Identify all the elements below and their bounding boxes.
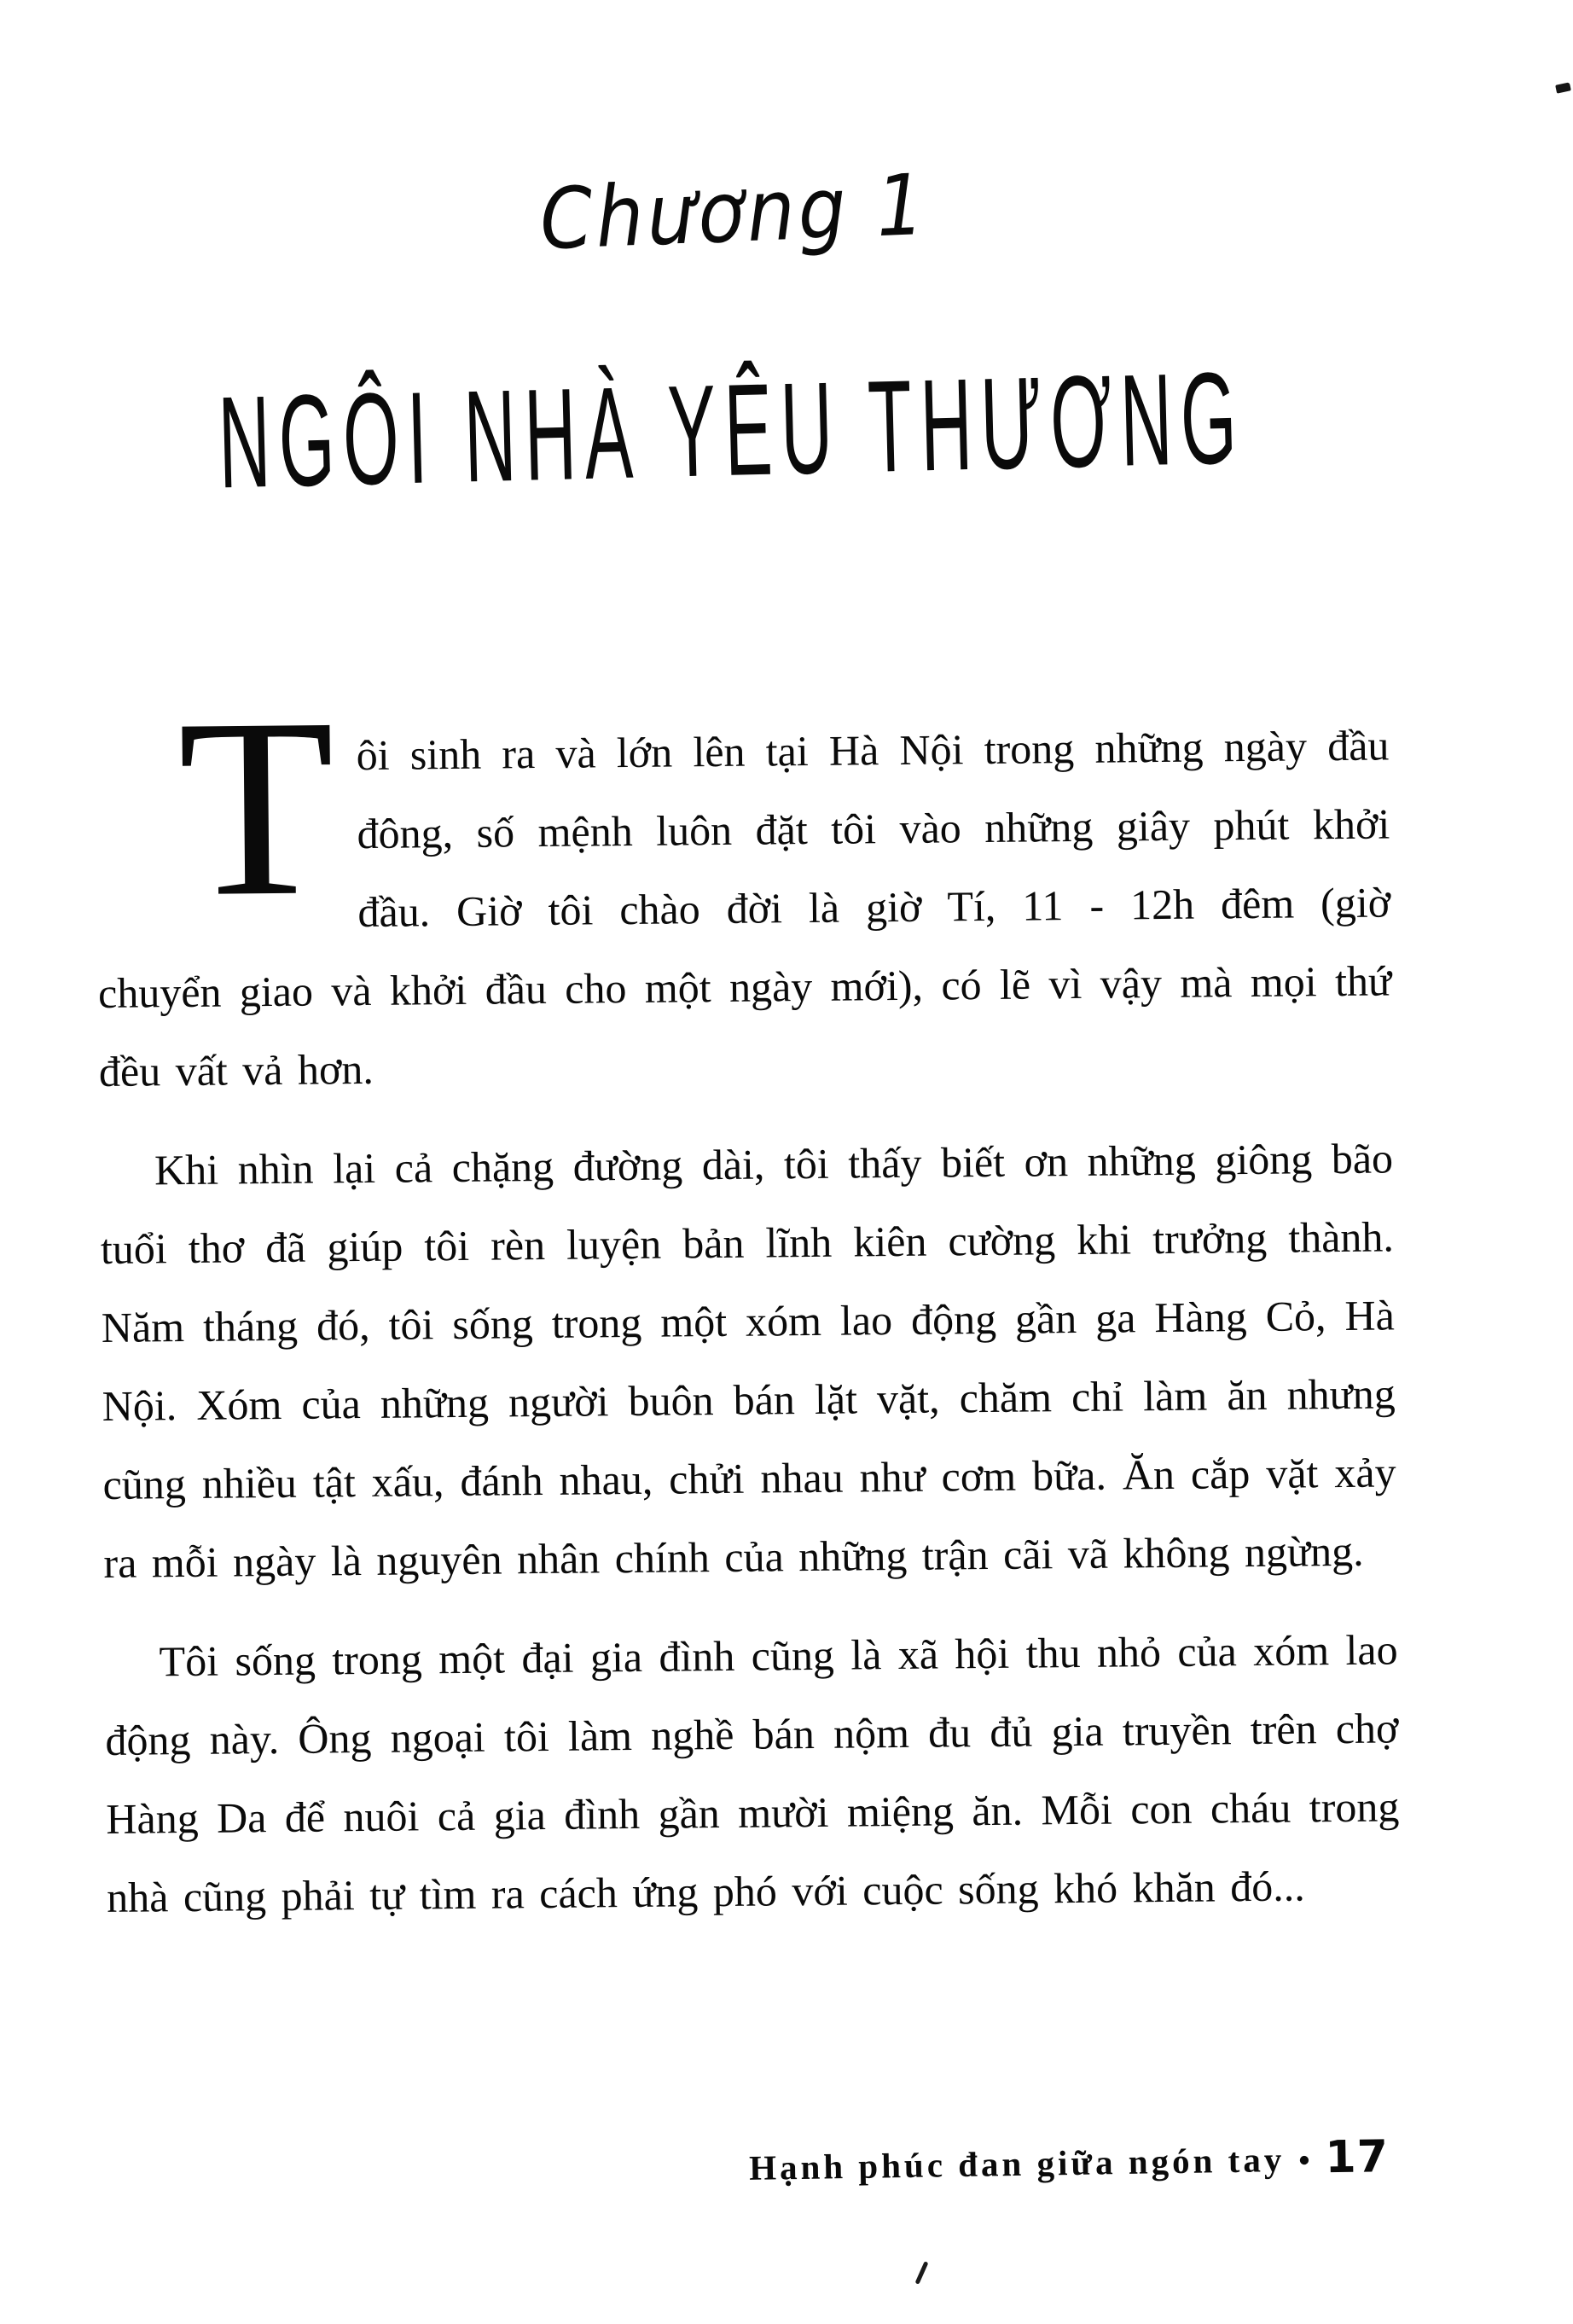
- chapter-heading: [0, 155, 1573, 269]
- paragraph-3: Tôi sống trong một đại gia đình cũng là xã hội thu nhỏ của xóm lao động này. Ông ngoại tôi làm nghề bán nộm đu đủ gia truyền trên chợ Hàng Da để nuôi cả gia đình gần mười miệng ăn. Mỗi con cháu trong nhà cũng phải tự tìm ra cách ứng phó với cuộc sống khó khăn đó...: [105, 1625, 1400, 1921]
- chapter-title: NGÔI NHÀ YÊU THƯƠNG: [217, 344, 1247, 516]
- page-footer: [749, 2129, 1390, 2191]
- paragraph-1-text: ôi sinh ra và lớn lên tại Hà Nội trong những ngày đầu đông, số mệnh luôn đặt tôi vào những giây phút khởi đầu. Giờ tôi chào đời là giờ Tí, 11 - 12h đêm (giờ chuyển giao và khởi đầu cho một ngày mới), có lẽ vì vậy mà mọi thứ đều vất vả hơn.: [97, 721, 1392, 1095]
- chapter-title-wrap: [0, 344, 1573, 516]
- paragraph-1: [96, 665, 1392, 1111]
- scan-artifact-top: [1555, 82, 1571, 93]
- paragraph-2: Khi nhìn lại cả chặng đường dài, tôi thấy biết ơn những giông bão tuổi thơ đã giúp tôi rèn luyện bản lĩnh kiên cường khi trưởng thành. Năm tháng đó, tôi sống trong một xóm lao động gần ga Hàng Cỏ, Hà Nội. Xóm của những người buôn bán lặt vặt, chăm chỉ làm ăn nhưng cũng nhiều tật xấu, đánh nhau, chửi nhau như cơm bữa. Ăn cắp vặt xảy ra mỗi ngày là nguyên nhân chính của những trận cãi vã không ngừng.: [100, 1134, 1396, 1587]
- scan-artifact-bottom: [915, 2261, 929, 2285]
- running-title: Hạnh phúc đan giữa ngón tay: [748, 2140, 1286, 2187]
- body-text: [96, 665, 1401, 1936]
- footer-bullet-separator: •: [1298, 2142, 1310, 2179]
- chapter-number-label: Chương 1: [537, 155, 930, 269]
- page-number: 17: [1325, 2131, 1390, 2184]
- drop-cap: T: [177, 665, 336, 950]
